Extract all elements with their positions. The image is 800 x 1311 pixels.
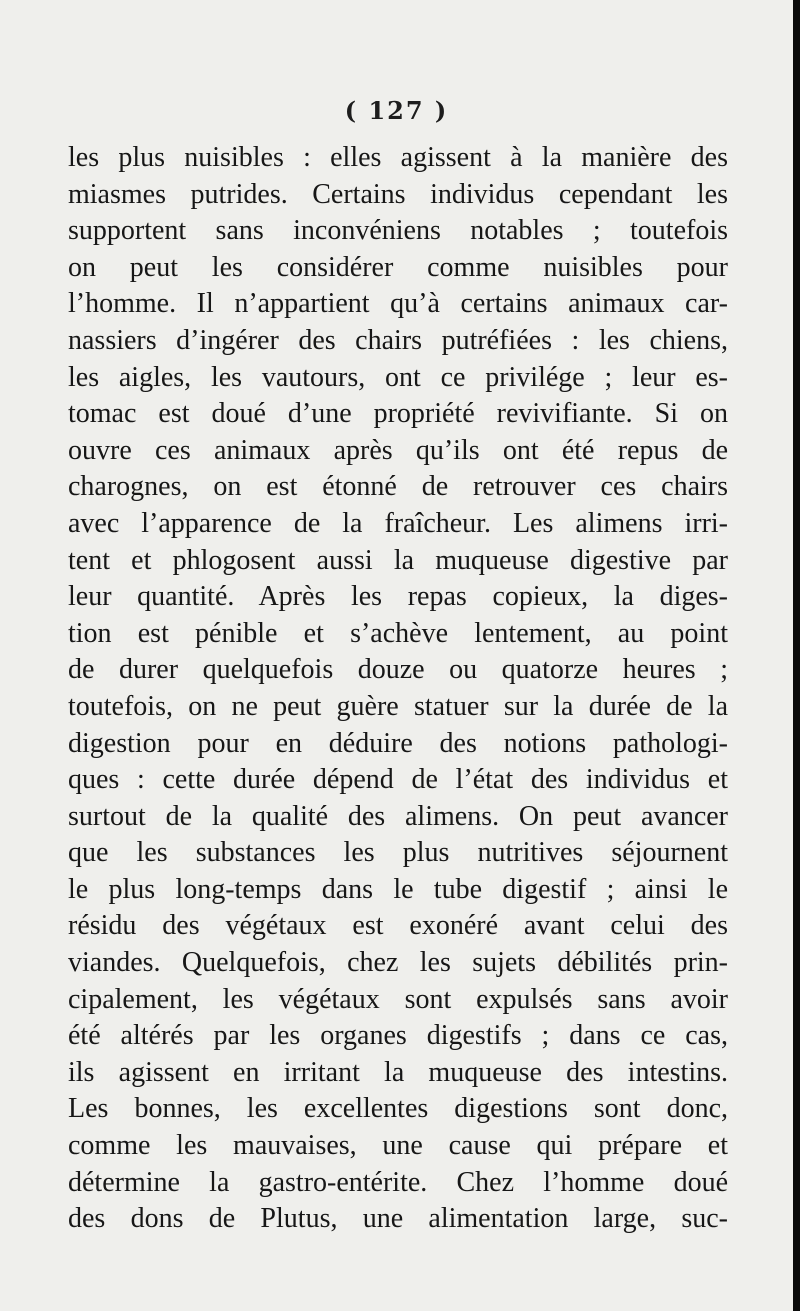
text-line: toutefois, on ne peut guère statuer sur la durée de la [68,690,728,722]
text-line: nassiers d’ingérer des chairs putréfiées : les chiens, [68,324,728,356]
text-line: de durer quelquefois douze ou quatorze heures ; [68,654,728,686]
text-line: comme les mauvaises, une cause qui prépare et [68,1130,728,1162]
text-line: leur quantité. Après les repas copieux, la diges- [68,581,728,613]
text-line: on peut les considérer comme nuisibles pour [68,251,728,283]
text-line: le plus long-temps dans le tube digestif ; ainsi le [68,873,728,905]
text-line: les aigles, les vautours, ont ce privilége ; leur es- [68,361,728,393]
text-line: les plus nuisibles : elles agissent à la manière des [68,142,728,173]
text-line: cipalement, les végétaux sont expulsés sans avoir [68,983,728,1015]
page-text [68,140,728,1238]
text-line: tion est pénible et s’achève lentement, au point [68,617,728,649]
text-line: tomac est doué d’une propriété revivifiante. Si on [68,398,728,430]
text-line: supportent sans inconvéniens notables ; toutefois [68,215,728,247]
page-edge-shadow [793,0,800,1311]
page-number: ( 127 ) [344,96,449,125]
text-line: tent et phlogosent aussi la muqueuse digestive par [68,544,728,576]
text-line: charognes, on est étonné de retrouver ces chairs [68,471,728,503]
text-line: des dons de Plutus, une alimentation large, suc- [68,1203,728,1235]
text-line: ques : cette durée dépend de l’état des individus et [68,764,728,796]
text-line: avec l’apparence de la fraîcheur. Les alimens irri- [68,507,728,539]
text-line: détermine la gastro-entérite. Chez l’homme doué [68,1166,728,1198]
text-line: viandes. Quelquefois, chez les sujets débilités prin- [68,947,728,979]
text-line: l’homme. Il n’appartient qu’à certains animaux car- [68,288,728,320]
text-line: que les substances les plus nutritives séjournent [68,837,728,869]
text-line: ouvre ces animaux après qu’ils ont été repus de [68,434,728,466]
text-line: digestion pour en déduire des notions pathologi- [68,727,728,759]
text-line: Les bonnes, les excellentes digestions sont donc, [68,1093,728,1125]
text-line: miasmes putrides. Certains individus cependant les [68,178,728,210]
text-line: ils agissent en irritant la muqueuse des intestins. [68,1056,728,1088]
text-line: résidu des végétaux est exonéré avant celui des [68,910,728,942]
text-line: été altérés par les organes digestifs ; dans ce cas, [68,1020,728,1052]
text-line: surtout de la qualité des alimens. On peut avancer [68,800,728,832]
